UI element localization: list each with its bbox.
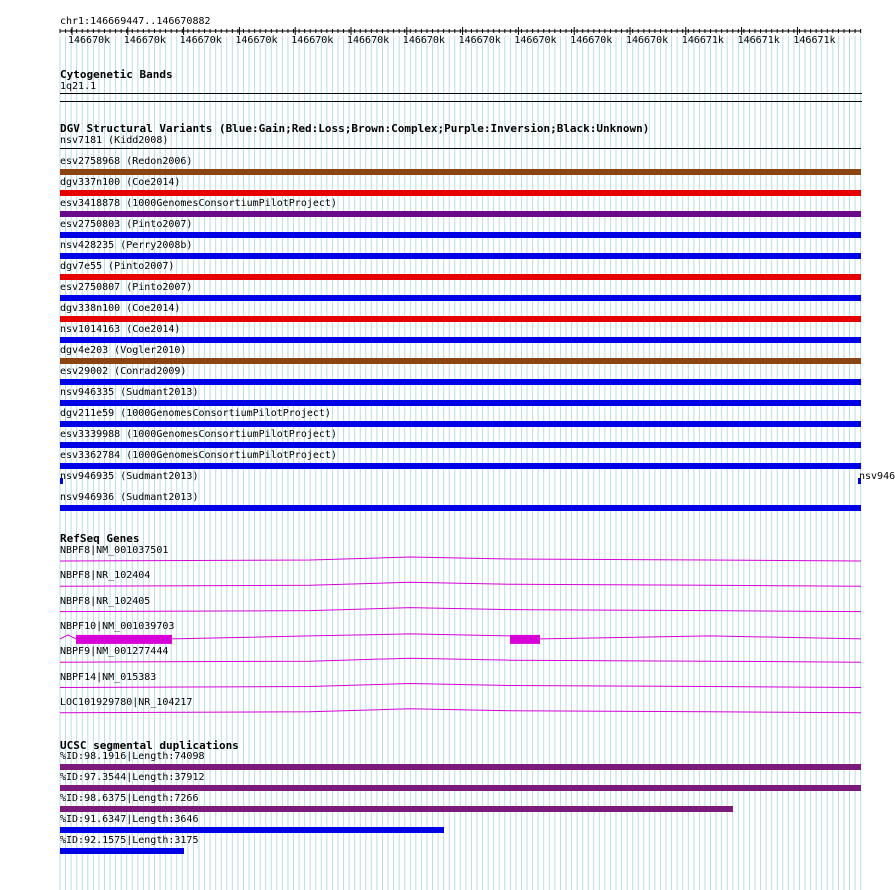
cytoband-label[interactable]: 1q21.1 [60, 81, 97, 92]
refseq-gene-intron[interactable] [60, 608, 861, 612]
segdup-label[interactable]: %ID:91.6347|Length:3646 [60, 814, 199, 825]
ruler-tick-label: 146671k [681, 35, 724, 46]
segdup-bar[interactable] [60, 785, 861, 791]
refseq-gene-intron[interactable] [60, 684, 861, 688]
refseq-gene-label[interactable]: NBPF8|NR_102405 [60, 595, 151, 607]
dgv-variant-label[interactable]: esv29002 (Conrad2009) [60, 366, 187, 377]
refseq-track-title: RefSeq Genes [60, 532, 140, 545]
dgv-variant-label[interactable]: nsv1014163 (Coe2014) [60, 324, 181, 335]
segdup-label[interactable]: %ID:92.1575|Length:3175 [60, 835, 199, 846]
segdup-bar[interactable] [60, 806, 733, 812]
ruler-tick-label: 146670k [179, 35, 222, 46]
refseq-gene-exon[interactable] [510, 635, 540, 644]
refseq-gene-label[interactable]: NBPF8|NR_102404 [60, 570, 151, 582]
ruler-tick-label: 146670k [235, 35, 278, 46]
dgv-variant-label[interactable]: dgv211e59 (1000GenomesConsortiumPilotProject) [60, 408, 331, 419]
refseq-gene-intron[interactable] [60, 709, 861, 713]
segdup-label[interactable]: %ID:98.6375|Length:7266 [60, 793, 199, 804]
dgv-variant-label[interactable]: esv2750807 (Pinto2007) [60, 282, 193, 293]
segdup-bar[interactable] [60, 764, 861, 770]
dgv-variant-label[interactable]: esv2750803 (Pinto2007) [60, 219, 193, 230]
dgv-variant-label[interactable]: nsv946935 (Sudmant2013) [60, 471, 199, 482]
dgv-variant-label[interactable]: esv3418878 (1000GenomesConsortiumPilotProject) [60, 198, 337, 209]
dgv-variant-label[interactable]: dgv7e55 (Pinto2007) [60, 261, 175, 272]
cytobands-title: Cytogenetic Bands [60, 68, 173, 81]
ruler-tick-label: 146670k [626, 35, 669, 46]
refseq-gene-exon[interactable] [76, 635, 172, 644]
dgv-track-title: DGV Structural Variants (Blue:Gain;Red:Loss;Brown:Complex;Purple:Inversion;Black:Unknown) [60, 122, 650, 135]
segdup-bar[interactable] [60, 827, 444, 833]
ruler-tick-label: 146670k [514, 35, 557, 46]
ruler-tick-label: 146670k [402, 35, 445, 46]
ruler-tick-label: 146670k [347, 35, 390, 46]
segdup-bar[interactable] [60, 848, 184, 854]
refseq-gene-label[interactable]: NBPF10|NM_001039703 [60, 620, 175, 632]
dgv-variant-label[interactable]: esv2758968 (Redon2006) [60, 156, 193, 167]
dgv-variant-label[interactable]: dgv338n100 (Coe2014) [60, 303, 181, 314]
segdups-track-title: UCSC segmental duplications [60, 739, 239, 752]
ruler-tick-label: 146670k [570, 35, 613, 46]
dgv-variant-label[interactable]: nsv7181 (Kidd2008) [60, 135, 169, 146]
ruler-tick-label: 146670k [291, 35, 334, 46]
refseq-gene-intron[interactable] [60, 658, 861, 662]
dgv-variant-label[interactable]: nsv946936 (Sudmant2013) [60, 492, 199, 503]
refseq-gene-label[interactable]: LOC101929780|NR_104217 [60, 696, 193, 708]
refseq-gene-label[interactable]: NBPF9|NM_001277444 [60, 646, 169, 658]
location-label: chr1:146669447..146670882 [60, 16, 211, 27]
dgv-variant-label-right[interactable]: nsv946 [859, 471, 895, 482]
dgv-variant-label[interactable]: dgv337n100 (Coe2014) [60, 177, 181, 188]
dgv-variant-label[interactable]: nsv946335 (Sudmant2013) [60, 387, 199, 398]
dgv-variant-label[interactable]: esv3362784 (1000GenomesConsortiumPilotProject) [60, 450, 337, 461]
dgv-variant-label[interactable]: esv3339988 (1000GenomesConsortiumPilotProject) [60, 429, 337, 440]
dgv-variant-label[interactable]: dgv4e203 (Vogler2010) [60, 345, 187, 356]
ruler-tick-label: 146670k [123, 35, 166, 46]
segdup-label[interactable]: %ID:97.3544|Length:37912 [60, 772, 205, 783]
ruler-tick-label: 146670k [68, 35, 111, 46]
ruler-tick-label: 146670k [458, 35, 501, 46]
refseq-gene-label[interactable]: NBPF8|NM_001037501 [60, 545, 169, 556]
dgv-variant-label[interactable]: nsv428235 (Perry2008b) [60, 240, 193, 251]
refseq-gene-intron[interactable] [60, 557, 861, 561]
refseq-gene-intron[interactable] [60, 582, 861, 586]
refseq-gene-label[interactable]: NBPF14|NM_015383 [60, 671, 157, 683]
refseq-gene-intron[interactable] [60, 634, 861, 639]
ruler-tick-label: 146671k [793, 35, 836, 46]
segdup-label[interactable]: %ID:98.1916|Length:74098 [60, 751, 205, 762]
ruler-tick-label: 146671k [737, 35, 780, 46]
